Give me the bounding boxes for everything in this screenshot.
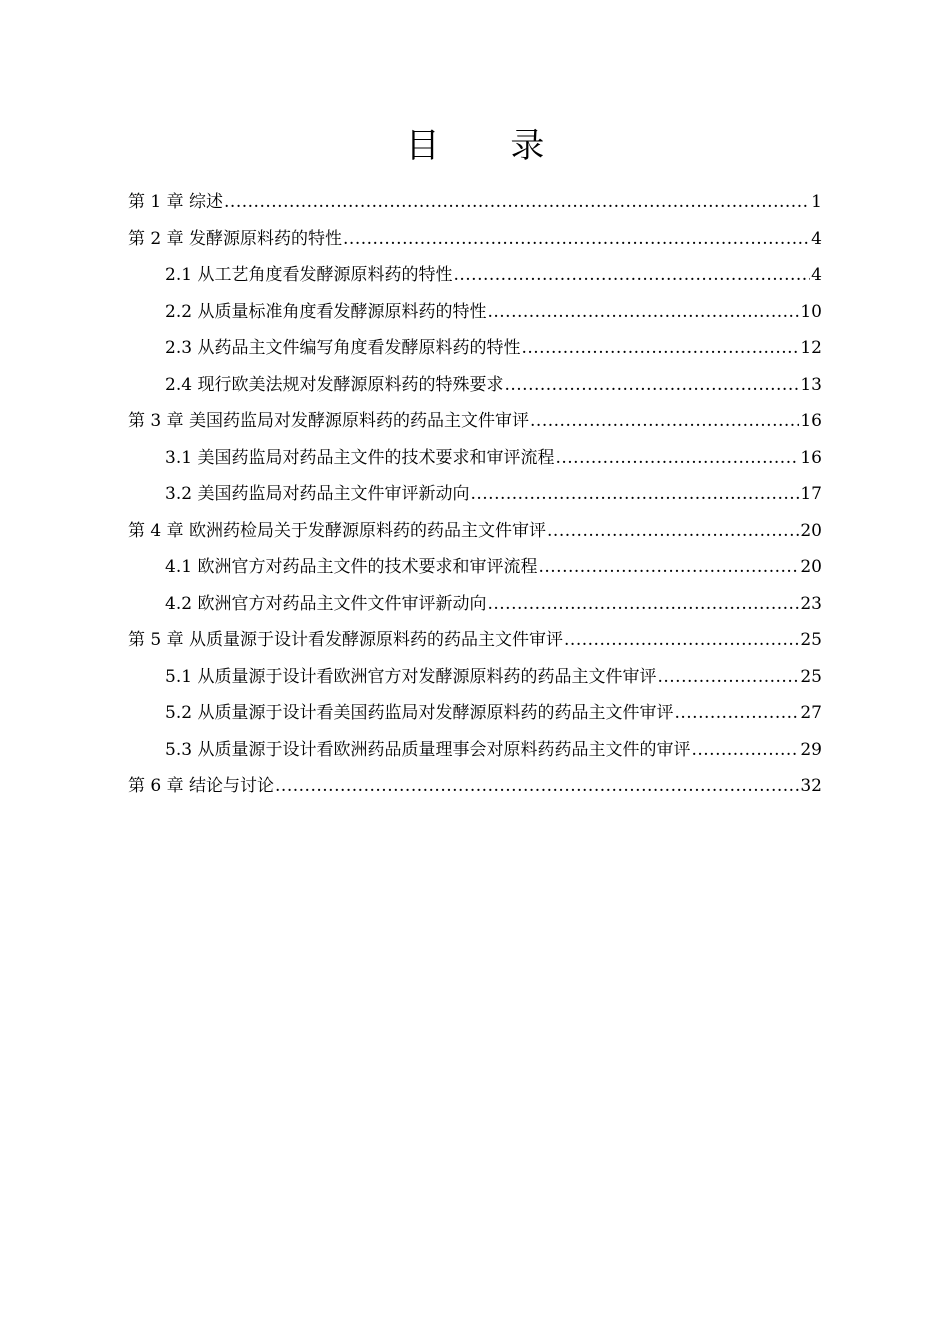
toc-entry[interactable] (128, 732, 822, 769)
dot-leader (224, 184, 810, 221)
toc-entry-page: 4 (811, 228, 822, 249)
toc-entry-label: 第 4 章 欧洲药检局关于发酵源原料药的药品主文件审评 (128, 520, 547, 541)
dot-leader (657, 659, 799, 696)
toc-entry[interactable] (128, 695, 822, 732)
toc-entry[interactable] (128, 184, 822, 221)
dot-leader (470, 476, 799, 513)
toc-entry-page: 4 (811, 265, 822, 285)
toc-entry-page: 1 (811, 192, 822, 212)
dot-leader (487, 294, 799, 331)
toc-entry[interactable] (128, 330, 822, 367)
dot-leader (504, 367, 799, 404)
toc-entry-label: 3.2 美国药监局对药品主文件审评新动向 (165, 484, 470, 504)
toc-entry-page: 10 (800, 301, 822, 322)
toc-entry-page: 16 (800, 411, 822, 431)
dot-leader (275, 768, 799, 805)
toc-entry[interactable] (128, 440, 822, 477)
toc-entry-label: 第 2 章 发酵源原料药的特性 (128, 228, 343, 249)
toc-entry[interactable] (128, 513, 822, 550)
toc-entry-page: 29 (800, 739, 822, 760)
toc-entry-page: 17 (800, 484, 822, 504)
toc-entry[interactable] (128, 476, 822, 513)
toc-entry-page: 25 (800, 666, 822, 687)
dot-leader (547, 513, 799, 550)
toc-entry-page: 20 (800, 520, 822, 541)
dot-leader (691, 732, 799, 769)
toc-title: 目 录 (405, 126, 575, 166)
toc-entry-label: 2.1 从工艺角度看发酵源原料药的特性 (165, 265, 453, 285)
dot-leader (530, 403, 799, 440)
toc-entry-page: 27 (800, 703, 822, 723)
toc-entry[interactable] (128, 221, 822, 258)
toc-entry-label: 5.2 从质量源于设计看美国药监局对发酵源原料药的药品主文件审评 (165, 703, 674, 723)
table-of-contents (128, 184, 822, 805)
toc-entry-label: 第 1 章 综述 (128, 192, 224, 212)
toc-entry-page: 25 (800, 630, 822, 650)
dot-leader (555, 440, 799, 477)
toc-entry[interactable] (128, 622, 822, 659)
toc-entry[interactable] (128, 294, 822, 331)
toc-entry-label: 4.1 欧洲官方对药品主文件的技术要求和审评流程 (165, 557, 538, 577)
toc-entry-label: 2.4 现行欧美法规对发酵源原料药的特殊要求 (165, 374, 504, 395)
toc-entry-label: 第 6 章 结论与讨论 (128, 776, 275, 796)
dot-leader (453, 257, 810, 294)
dot-leader (487, 586, 799, 623)
dot-leader (343, 221, 810, 258)
toc-entry[interactable] (128, 586, 822, 623)
toc-entry[interactable] (128, 549, 822, 586)
toc-entry-label: 2.2 从质量标准角度看发酵源原料药的特性 (165, 301, 487, 322)
toc-entry-label: 第 3 章 美国药监局对发酵源原料药的药品主文件审评 (128, 411, 530, 431)
toc-entry-label: 5.3 从质量源于设计看欧洲药品质量理事会对原料药药品主文件的审评 (165, 739, 691, 760)
toc-entry-label: 第 5 章 从质量源于设计看发酵源原料药的药品主文件审评 (128, 630, 564, 650)
toc-entry[interactable] (128, 257, 822, 294)
toc-entry-page: 32 (800, 776, 822, 796)
toc-entry-page: 16 (800, 447, 822, 468)
dot-leader (564, 622, 799, 659)
toc-entry[interactable] (128, 367, 822, 404)
toc-entry-label: 2.3 从药品主文件编写角度看发酵原料药的特性 (165, 338, 521, 358)
toc-entry-label: 3.1 美国药监局对药品主文件的技术要求和审评流程 (165, 447, 555, 468)
toc-entry-label: 5.1 从质量源于设计看欧洲官方对发酵源原料药的药品主文件审评 (165, 666, 657, 687)
dot-leader (521, 330, 799, 367)
toc-entry-page: 13 (800, 374, 822, 395)
toc-entry[interactable] (128, 659, 822, 696)
toc-entry-label: 4.2 欧洲官方对药品主文件文件审评新动向 (165, 593, 487, 614)
toc-entry-page: 12 (800, 338, 822, 358)
dot-leader (674, 695, 799, 732)
toc-entry[interactable] (128, 768, 822, 805)
toc-entry-page: 20 (800, 557, 822, 577)
toc-entry-page: 23 (800, 593, 822, 614)
dot-leader (538, 549, 799, 586)
toc-entry[interactable] (128, 403, 822, 440)
